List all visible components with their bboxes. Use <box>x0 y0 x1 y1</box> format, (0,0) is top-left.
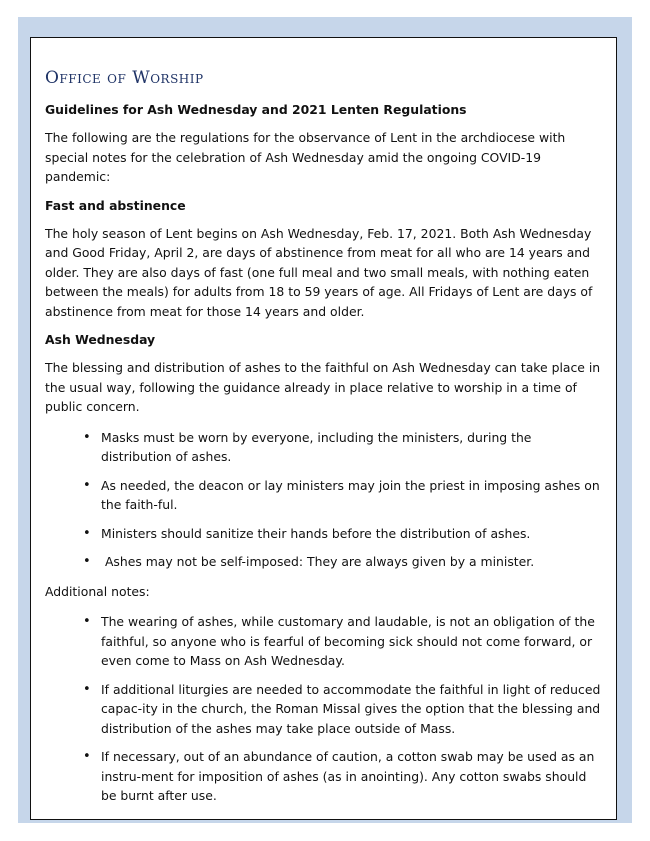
intro-paragraph: The following are the regulations for the observance of Lent in the archdiocese with special notes for the celebration of Ash Wednesday amid the ongoing COVID-19 pandemic: <box>45 130 566 184</box>
list-item <box>45 612 605 671</box>
list-item <box>45 680 605 739</box>
list-item <box>45 552 605 572</box>
list-item-text: If additional liturgies are needed to accommodate the faithful in light of reduced capac-ity in the church, the Roman Missal gives the option that the blessing and distribution of the ashes may take place outside of Mass. <box>101 681 601 736</box>
list-item-text: The wearing of ashes, while customary and laudable, is not an obligation of the faithful, so anyone who is fearful of becoming sick should not come forward, or even come to Mass on Ash Wednesday. <box>101 614 595 668</box>
document-title: Guidelines for Ash Wednesday and 2021 Lenten Regulations <box>45 102 467 117</box>
list-item <box>45 747 605 806</box>
document-content <box>45 68 605 816</box>
bullet-icon: • <box>83 681 91 697</box>
list-item <box>45 524 605 544</box>
ash-heading: Ash Wednesday <box>45 332 156 347</box>
bullet-icon: • <box>83 749 91 764</box>
list-item <box>45 428 605 467</box>
bullet-icon: • <box>83 554 91 569</box>
bullet-icon: • <box>83 614 91 629</box>
additional-bullet-list <box>45 612 605 806</box>
bullet-icon: • <box>83 477 91 493</box>
fast-heading: Fast and abstinence <box>45 197 186 213</box>
list-item-text: Ashes may not be self-imposed: They are always given by a minister. <box>101 554 535 569</box>
ash-bullet-list <box>45 428 605 572</box>
list-item-text: Ministers should sanitize their hands before the distribution of ashes. <box>101 525 531 541</box>
list-item-text: Masks must be worn by everyone, including the ministers, during the distribution of ashes. <box>101 429 532 464</box>
office-title: Office of Worship <box>45 68 204 88</box>
ash-paragraph: The blessing and distribution of ashes to the faithful on Ash Wednesday can take place in the usual way, following the guidance already in place relative to worship in a time of public concern. <box>45 360 601 414</box>
list-item-text: As needed, the deacon or lay ministers may join the priest in imposing ashes on the faith-ful. <box>101 477 600 512</box>
list-item-text: If necessary, out of an abundance of caution, a cotton swab may be used as an instru-ment for imposition of ashes (as in anointing). Any cotton swabs should be burnt after use. <box>101 749 595 803</box>
list-item <box>45 476 605 515</box>
bullet-icon: • <box>83 525 91 541</box>
fast-paragraph: The holy season of Lent begins on Ash Wednesday, Feb. 17, 2021. Both Ash Wednesday and Good Friday, April 2, are days of abstinence from meat for all who are 14 years and older. They are also days of fast (one full meal and two small meals, with nothing eaten between the meals) for adults from 18 to 59 years of age. All Fridays of Lent are days of abstinence from meat for those 14 years and older. <box>45 225 593 319</box>
additional-notes-label: Additional notes: <box>45 583 150 599</box>
bullet-icon: • <box>83 429 91 445</box>
document-page <box>30 37 617 820</box>
